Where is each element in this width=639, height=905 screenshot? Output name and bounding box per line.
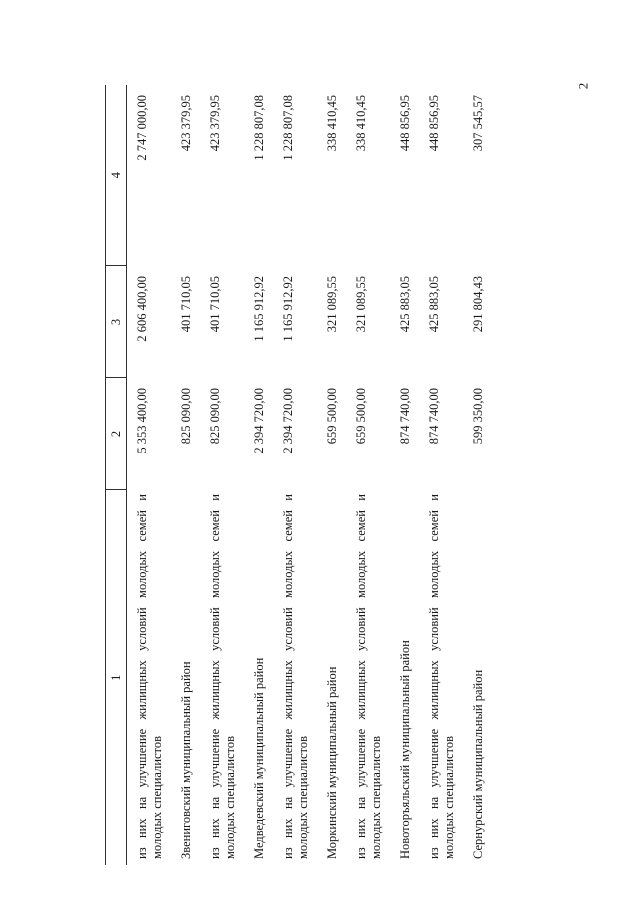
row-value-col4: 423 379,95 (208, 95, 222, 152)
row-value-col2: 2 394 720,00 (252, 388, 266, 454)
row-value-col4: 338 410,45 (354, 95, 368, 152)
row-value-col2: 5 353 400,00 (135, 388, 149, 454)
table-row (346, 85, 390, 865)
row-value-col4: 307 545,57 (471, 95, 485, 152)
row-value-col4: 448 856,95 (398, 95, 412, 152)
table-row (127, 85, 172, 865)
row-name-cell: из них на улучшение жилищных условий молодых семей и молодых специалистов (427, 494, 456, 859)
row-name-cell: Сернурский муниципальный район (471, 669, 485, 859)
row-value-col3: 1 165 912,92 (252, 276, 266, 342)
row-value-col2: 659 500,00 (354, 388, 368, 445)
column-header-2: 2 (106, 378, 127, 490)
rotated-table-area (105, 85, 585, 865)
row-value-col2: 659 500,00 (325, 388, 339, 445)
table-row (244, 85, 273, 865)
row-value-col2: 825 090,00 (208, 388, 222, 445)
row-value-col4: 2 747 000,00 (135, 95, 149, 161)
row-value-col2: 825 090,00 (179, 388, 193, 445)
row-value-col4: 1 228 807,08 (252, 95, 266, 161)
row-name-cell: Звениговский муниципальный район (179, 661, 193, 859)
column-header-1: 1 (106, 490, 127, 865)
row-value-col2: 599 350,00 (471, 388, 485, 445)
row-name-cell: из них на улучшение жилищных условий молодых семей и молодых специалистов (208, 494, 237, 859)
row-name-cell: Новоторъяльский муниципальный район (398, 640, 412, 859)
row-value-col3: 1 165 912,92 (281, 276, 295, 342)
row-value-col3: 321 089,55 (325, 276, 339, 333)
row-value-col3: 291 804,43 (471, 276, 485, 333)
table-row (171, 85, 200, 865)
table-row (200, 85, 244, 865)
table-row (390, 85, 419, 865)
row-value-col4: 338 410,45 (325, 95, 339, 152)
row-value-col3: 425 883,05 (398, 276, 412, 333)
table-wrapper (105, 85, 585, 865)
page-number: 2 (575, 82, 591, 90)
table-row (273, 85, 317, 865)
row-name-cell: из них на улучшение жилищных условий молодых семей и молодых специалистов (281, 494, 310, 859)
row-value-col3: 401 710,05 (179, 276, 193, 333)
row-value-col4: 423 379,95 (179, 95, 193, 152)
row-value-col4: 1 228 807,08 (281, 95, 295, 161)
row-name-cell: из них на улучшение жилищных условий молодых семей и молодых специалистов (354, 494, 383, 859)
data-table (105, 85, 492, 865)
row-value-col4: 448 856,95 (427, 95, 441, 152)
row-value-col3: 2 606 400,00 (135, 276, 149, 342)
row-value-col2: 874 740,00 (398, 388, 412, 445)
row-value-col2: 874 740,00 (427, 388, 441, 445)
row-name-cell: Медведевский муниципальный район (252, 657, 266, 859)
row-name-cell: из них на улучшение жилищных условий молодых семей и молодых специалистов (135, 494, 164, 859)
table-row (463, 85, 492, 865)
table-row (317, 85, 346, 865)
row-value-col3: 321 089,55 (354, 276, 368, 333)
row-value-col2: 2 394 720,00 (281, 388, 295, 454)
table-row (419, 85, 463, 865)
row-name-cell: Моркинский муниципальный район (325, 666, 339, 859)
row-value-col3: 425 883,05 (427, 276, 441, 333)
header-row (106, 85, 127, 865)
column-header-4: 4 (106, 85, 127, 266)
column-header-3: 3 (106, 266, 127, 378)
row-value-col3: 401 710,05 (208, 276, 222, 333)
